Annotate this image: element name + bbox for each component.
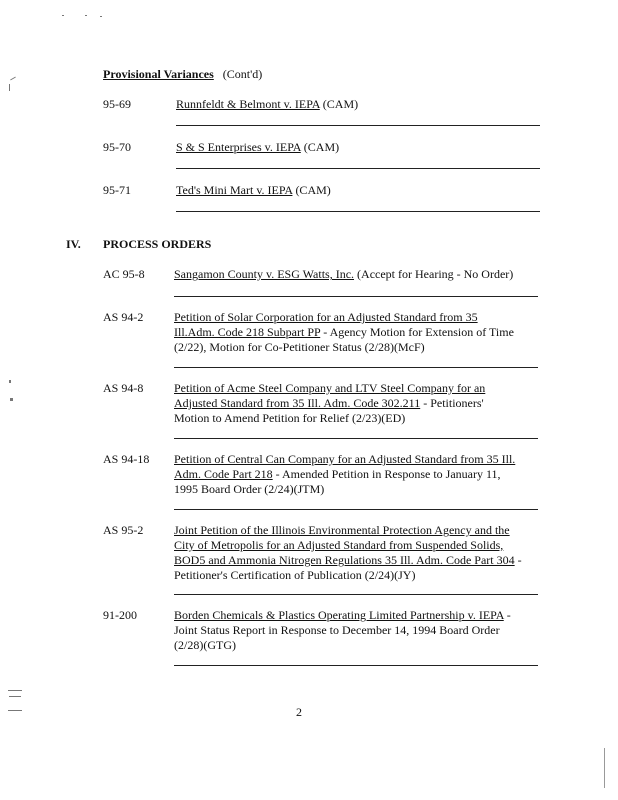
scan-speck xyxy=(9,696,21,697)
variance-case: Ted's Mini Mart v. IEPA xyxy=(176,183,293,197)
divider-rule xyxy=(174,509,538,510)
order-detail: (Accept for Hearing - No Order) xyxy=(354,267,514,281)
variance-number: 95-71 xyxy=(103,183,131,197)
order-text xyxy=(174,310,514,355)
section-numeral: IV. xyxy=(66,237,81,251)
order-text xyxy=(174,523,522,583)
order-case: Adjusted Standard from 35 Ill. Adm. Code 302.211 xyxy=(174,396,421,410)
scan-speck xyxy=(9,84,10,91)
order-case: Petition of Solar Corporation for an Adjusted Standard from 35 xyxy=(174,310,478,324)
order-number: AS 95-2 xyxy=(103,523,144,537)
divider-rule xyxy=(176,211,540,212)
variance-suffix: (CAM) xyxy=(319,97,359,111)
variance-suffix: (CAM) xyxy=(300,140,340,154)
order-number: AS 94-2 xyxy=(103,310,144,324)
order-detail: (2/22), Motion for Co-Petitioner Status (2/28)(McF) xyxy=(174,340,425,354)
section-header-title: Provisional Variances xyxy=(103,67,214,81)
divider-rule xyxy=(174,438,538,439)
order-detail: - Petitioners' xyxy=(420,396,484,410)
order-number: AS 94-8 xyxy=(103,381,144,395)
page-number: 2 xyxy=(296,705,302,719)
divider-rule xyxy=(174,594,538,595)
scan-speck xyxy=(9,380,11,383)
divider-rule xyxy=(176,168,540,169)
variance-title xyxy=(176,97,358,112)
order-case: Ill.Adm. Code 218 Subpart PP xyxy=(174,325,321,339)
order-number: AS 94-18 xyxy=(103,452,150,466)
order-case: Joint Petition of the Illinois Environmental Protection Agency and the xyxy=(174,523,510,537)
order-number: AC 95-8 xyxy=(103,267,145,281)
scan-speck xyxy=(62,15,64,16)
order-text xyxy=(174,452,515,497)
order-detail: (2/28)(GTG) xyxy=(174,638,236,652)
order-detail: 1995 Board Order (2/24)(JTM) xyxy=(174,482,325,496)
divider-rule xyxy=(174,665,538,666)
order-case: Adm. Code Part 218 xyxy=(174,467,273,481)
order-detail: - Amended Petition in Response to January 11, xyxy=(272,467,501,481)
order-text xyxy=(174,608,511,653)
scan-speck xyxy=(8,710,22,711)
order-detail: - xyxy=(514,553,522,567)
order-detail: Motion to Amend Petition for Relief (2/23)(ED) xyxy=(174,411,406,425)
order-detail: - Agency Motion for Extension of Time xyxy=(320,325,514,339)
order-detail: Joint Status Report in Response to December 14, 1994 Board Order xyxy=(174,623,500,637)
order-case: Sangamon County v. ESG Watts, Inc. xyxy=(174,267,355,281)
scan-speck xyxy=(85,15,87,16)
order-number: 91-200 xyxy=(103,608,137,622)
scan-speck xyxy=(8,690,22,691)
divider-rule xyxy=(176,125,540,126)
variance-case: Runnfeldt & Belmont v. IEPA xyxy=(176,97,320,111)
scan-speck xyxy=(100,16,102,17)
variance-title xyxy=(176,140,339,155)
order-detail: - xyxy=(503,608,511,622)
section-title: PROCESS ORDERS xyxy=(103,237,212,251)
section-header xyxy=(103,67,262,82)
scan-speck xyxy=(10,77,16,81)
order-text xyxy=(174,267,513,282)
variance-case: S & S Enterprises v. IEPA xyxy=(176,140,301,154)
variance-suffix: (CAM) xyxy=(292,183,331,197)
variance-number: 95-70 xyxy=(103,140,131,154)
scan-speck xyxy=(604,748,605,788)
order-case: Borden Chemicals & Plastics Operating Limited Partnership v. IEPA xyxy=(174,608,504,622)
order-case: BOD5 and Ammonia Nitrogen Regulations 35 Ill. Adm. Code Part 304 xyxy=(174,553,515,567)
section-header-cont: (Cont'd) xyxy=(222,67,263,81)
divider-rule xyxy=(174,367,538,368)
variance-title xyxy=(176,183,331,198)
variance-number: 95-69 xyxy=(103,97,131,111)
order-case: City of Metropolis for an Adjusted Standard from Suspended Solids, xyxy=(174,538,504,552)
order-case: Petition of Central Can Company for an Adjusted Standard from 35 Ill. xyxy=(174,452,516,466)
scan-speck xyxy=(10,398,13,401)
divider-rule xyxy=(174,296,538,297)
order-detail: Petitioner's Certification of Publication (2/24)(JY) xyxy=(174,568,416,582)
order-case: Petition of Acme Steel Company and LTV Steel Company for an xyxy=(174,381,486,395)
order-text xyxy=(174,381,485,426)
